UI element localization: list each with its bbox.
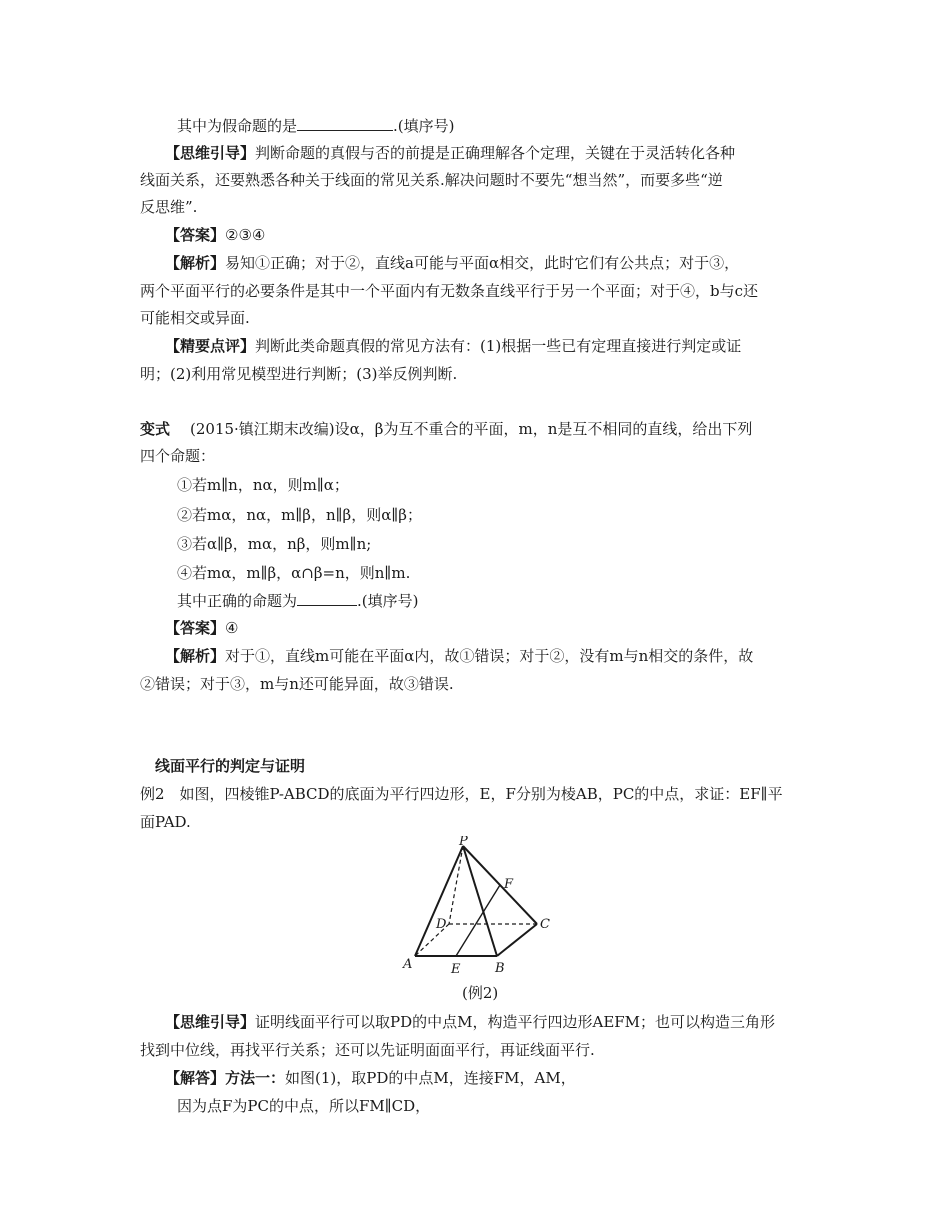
thinking-guide-line: 线面关系，还要熟悉各种关于线面的常见关系.解决问题时不要先“想当然”，而要多些“逆 [140, 171, 723, 189]
analysis-line: 两个平面平行的必要条件是其中一个平面内有无数条直线平行于另一个平面；对于④，b与c还 [140, 282, 759, 300]
false-proposition-question: 其中为假命题的是 .(填序号) [177, 117, 455, 135]
analysis-line: ②错误；对于③，m与n还可能异面，故③错误. [140, 675, 454, 693]
thinking-guide-line: 【思维引导】证明线面平行可以取PD的中点M，构造平行四边形AEFM；也可以构造三角形 [165, 1013, 776, 1031]
answer-label: 【答案】 [165, 619, 226, 637]
section-title: 线面平行的判定与证明 [155, 757, 306, 775]
variant-line: 变式 (2015·镇江期末改编)设α，β为互不重合的平面，m，n是互不相同的直线，给出下列 [140, 420, 753, 438]
label-d: D [436, 917, 447, 932]
analysis-line: 【解析】对于①，直线m可能在平面α内，故①错误；对于②，没有m与n相交的条件，故 [165, 647, 754, 665]
review-line: 明；(2)利用常见模型进行判断；(3)举反例判断. [140, 365, 458, 383]
thinking-guide-line: 【思维引导】判断命题的真假与否的前提是正确理解各个定理，关键在于灵活转化各种 [165, 144, 736, 162]
label-p: P [459, 836, 468, 849]
proposition-1: ①若m∥n，nα，则m∥α； [177, 476, 349, 494]
label-e: E [451, 962, 461, 976]
pyramid-figure [395, 836, 555, 976]
variant-line: 四个命题： [140, 447, 216, 465]
review-line: 【精要点评】判断此类命题真假的常见方法有：(1)根据一些已有定理直接进行判定或证 [165, 337, 742, 355]
analysis-line: 可能相交或异面. [140, 309, 250, 327]
label-b: B [495, 961, 505, 976]
thinking-guide-line: 反思维”. [140, 198, 198, 216]
analysis-label: 【解析】 [165, 254, 226, 272]
answer-line [0, 618, 950, 640]
answer-value: ②③④ [225, 226, 266, 244]
figure-caption: (例2) [462, 984, 499, 1002]
solution-line: 因为点F为PC的中点，所以FM∥CD， [177, 1097, 431, 1115]
edge-pd-hidden [449, 846, 463, 924]
example-line: 例2 如图，四棱锥P-ABCD的底面为平行四边形，E，F分别为棱AB，PC的中点，求证：EF∥平 [140, 785, 783, 803]
method-label: 方法一： [225, 1069, 286, 1087]
edge-bc [497, 924, 537, 956]
answer-value: ④ [225, 619, 239, 637]
variant-label: 变式 [140, 420, 171, 438]
review-label: 【精要点评】 [165, 337, 256, 355]
label-f: F [504, 877, 514, 892]
answer-blank [297, 590, 357, 606]
proposition-2: ②若mα，nα，m∥β，n∥β，则α∥β； [177, 506, 422, 524]
correct-proposition-question: 其中正确的命题为 .(填序号) [177, 592, 419, 610]
example-line: 面PAD. [140, 813, 191, 831]
thinking-guide-label: 【思维引导】 [165, 144, 256, 162]
label-c: C [540, 917, 550, 932]
proposition-4: ④若mα，m∥β，α∩β=n，则n∥m. [177, 564, 411, 582]
analysis-line: 【解析】易知①正确；对于②，直线a可能与平面α相交，此时它们有公共点；对于③， [165, 254, 740, 272]
solution-line: 【解答】方法一：如图(1)，取PD的中点M，连接FM，AM， [165, 1069, 576, 1087]
thinking-guide-line: 找到中位线，再找平行关系；还可以先证明面面平行，再证线面平行. [140, 1041, 595, 1059]
solution-label: 【解答】 [165, 1069, 226, 1087]
analysis-label: 【解析】 [165, 647, 226, 665]
answer-label: 【答案】 [165, 226, 226, 244]
edge-pa [415, 846, 463, 956]
label-a: A [403, 957, 413, 972]
proposition-3: ③若α∥β，mα，nβ，则m∥n; [177, 535, 372, 553]
answer-blank [297, 115, 393, 131]
answer-line [0, 225, 950, 247]
thinking-guide-label: 【思维引导】 [165, 1013, 256, 1031]
